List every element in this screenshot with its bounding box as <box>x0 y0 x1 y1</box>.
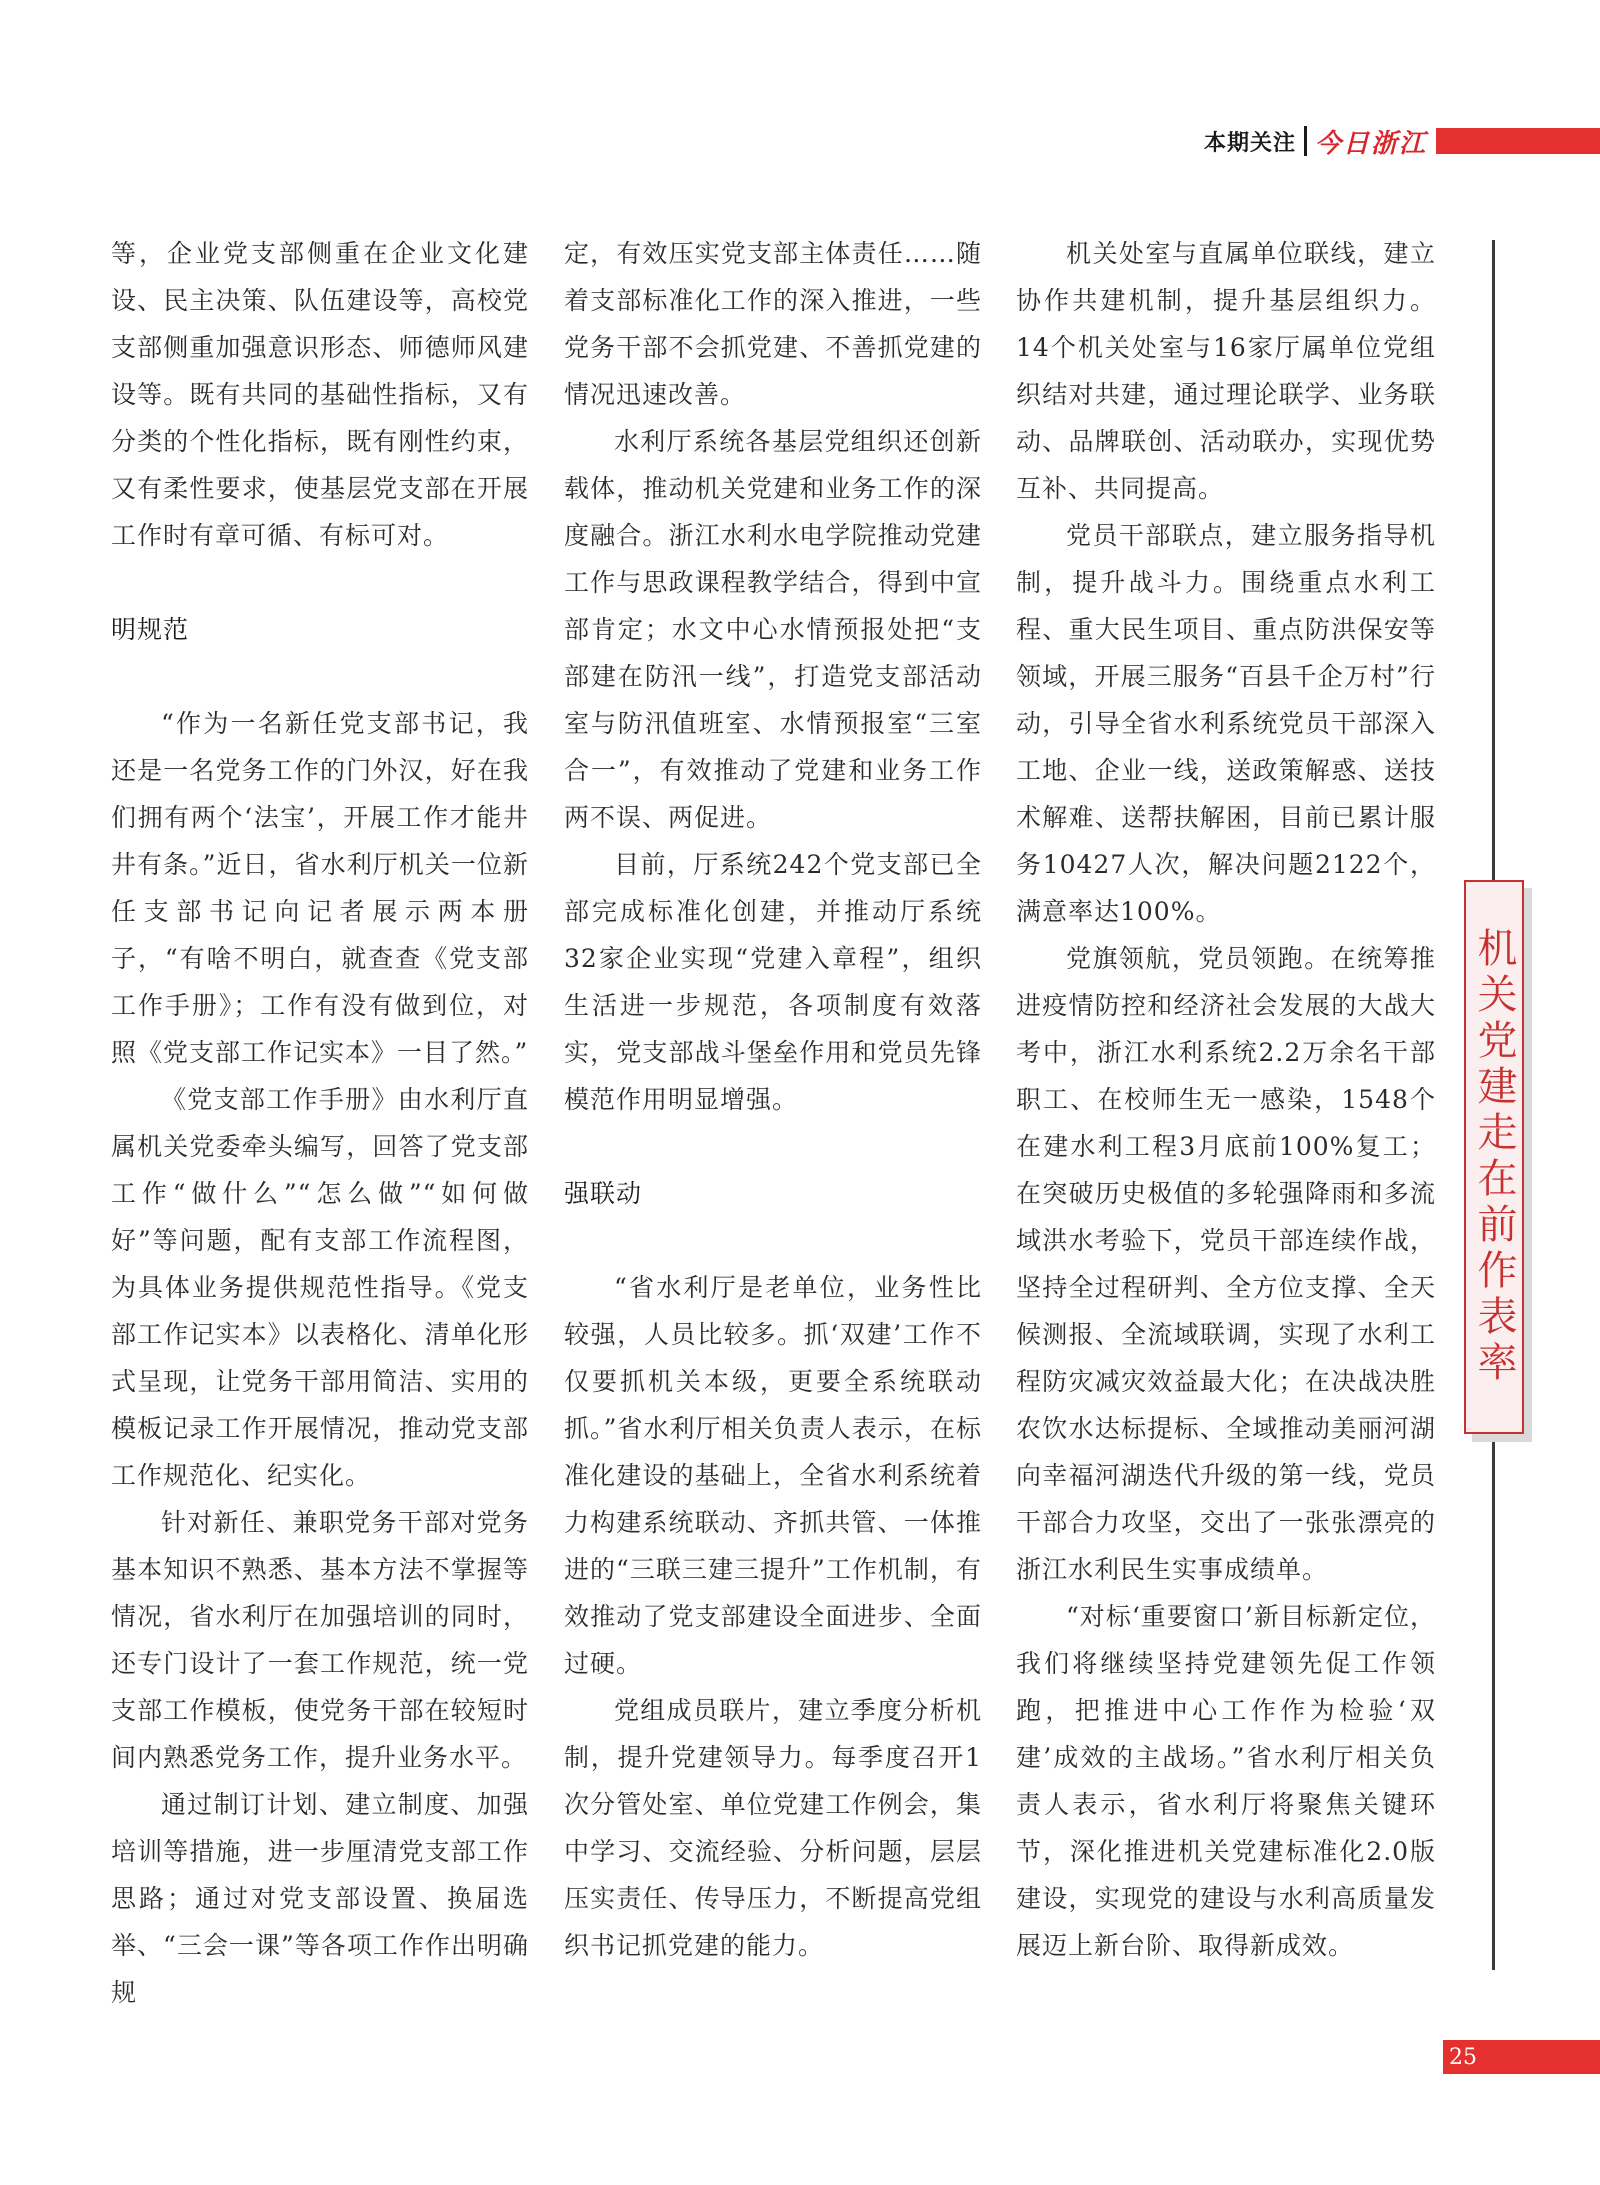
paragraph: 目前，厅系统242个党支部已全部完成标准化创建，并推动厅系统32家企业实现“党建入章程”，组织生活进一步规范，各项制度有效落实，党支部战斗堡垒作用和党员先锋模范作用明显增强。 <box>564 850 982 1114</box>
header-divider <box>1304 126 1307 156</box>
page-number-bar <box>1443 2040 1600 2074</box>
paragraph: 党组成员联片，建立季度分析机制，提升党建领导力。每季度召开1次分管处室、单位党建工作例会，集中学习、交流经验、分析问题，层层压实责任、传导压力，不断提高党组织书记抓党建的能力。 <box>564 1696 982 1960</box>
article-column-2 <box>564 230 982 1969</box>
paragraph: 定，有效压实党支部主体责任……随着支部标准化工作的深入推进，一些党务干部不会抓党建、不善抓党建的情况迅速改善。 <box>564 239 982 409</box>
paragraph: 等，企业党支部侧重在企业文化建设、民主决策、队伍建设等，高校党支部侧重加强意识形态、师德师风建设等。既有共同的基础性指标，又有分类的个性化指标，既有刚性约束，又有柔性要求，使基层党支部在开展工作时有章可循、有标可对。 <box>111 239 529 550</box>
paragraph: “作为一名新任党支部书记，我还是一名党务工作的门外汉，好在我们拥有两个‘法宝’，开展工作才能井井有条。”近日，省水利厅机关一位新任支部书记向记者展示两本册子，“有啥不明白，就查查《党支部工作手册》；工作有没有做到位，对照《党支部工作记实本》一目了然。” <box>111 709 529 1067</box>
section-heading: 强联动 <box>564 1179 643 1208</box>
section-label: 本期关注 <box>1204 130 1297 156</box>
article-column-1 <box>111 230 529 2016</box>
paragraph: 水利厅系统各基层党组织还创新载体，推动机关党建和业务工作的深度融合。浙江水利水电学院推动党建工作与思政课程教学结合，得到中宣部肯定；水文中心水情预报处把“支部建在防汛一线”，打造党支部活动室与防汛值班室、水情预报室“三室合一”，有效推动了党建和业务工作两不误、两促进。 <box>564 427 982 832</box>
paragraph: “省水利厅是老单位，业务性比较强，人员比较多。抓‘双建’工作不仅要抓机关本级，更要全系统联动抓。”省水利厅相关负责人表示，在标准化建设的基础上，全省水利系统着力构建系统联动、齐抓共管、一体推进的“三联三建三提升”工作机制，有效推动了党支部建设全面进步、全面过硬。 <box>564 1273 982 1678</box>
section-heading: 明规范 <box>111 615 190 644</box>
magazine-logo: 今日浙江 <box>1315 128 1428 159</box>
page-number: 25 <box>1449 2044 1477 2070</box>
paragraph: 党旗领航，党员领跑。在统筹推进疫情防控和经济社会发展的大战大考中，浙江水利系统2.2万余名干部职工、在校师生无一感染，1548个在建水利工程3月底前100%复工；在突破历史极值的多轮强降雨和多流域洪水考验下，党员干部连续作战，坚持全过程研判、全方位支撑、全天候测报、全流域联调，实现了水利工程防灾减灾效益最大化；在决战决胜农饮水达标提标、全域推动美丽河湖向幸福河湖迭代升级的第一线，党员干部合力攻坚，交出了一张张漂亮的浙江水利民生实事成绩单。 <box>1016 944 1436 1584</box>
article-column-3 <box>1016 230 1436 1969</box>
paragraph: 通过制订计划、建立制度、加强培训等措施，进一步厘清党支部工作思路；通过对党支部设置、换届选举、“三会一课”等各项工作作出明确规 <box>111 1790 529 2007</box>
column-title-sidebar <box>1464 880 1524 1434</box>
page-header <box>1204 122 1600 160</box>
paragraph: 针对新任、兼职党务干部对党务基本知识不熟悉、基本方法不掌握等情况，省水利厅在加强培训的同时，还专门设计了一套工作规范，统一党支部工作模板，使党务干部在较短时间内熟悉党务工作，提升业务水平。 <box>111 1508 529 1772</box>
header-red-bar <box>1436 128 1600 154</box>
paragraph: 党员干部联点，建立服务指导机制，提升战斗力。围绕重点水利工程、重大民生项目、重点防洪保安等领域，开展三服务“百县千企万村”行动，引导全省水利系统党员干部深入工地、企业一线，送政策解惑、送技术解难、送帮扶解困，目前已累计服务10427人次，解决问题2122个，满意率达100%。 <box>1016 521 1436 926</box>
paragraph: 机关处室与直属单位联线，建立协作共建机制，提升基层组织力。14个机关处室与16家厅属单位党组织结对共建，通过理论联学、业务联动、品牌联创、活动联办，实现优势互补、共同提高。 <box>1016 239 1436 503</box>
paragraph: “对标‘重要窗口’新目标新定位，我们将继续坚持党建领先促工作领跑，把推进中心工作作为检验‘双建’成效的主战场。”省水利厅相关负责人表示，省水利厅将聚焦关键环节，深化推进机关党建标准化2.0版建设，实现党的建设与水利高质量发展迈上新台阶、取得新成效。 <box>1016 1602 1436 1960</box>
column-title: 机关党建走在前作表率 <box>1471 927 1517 1387</box>
paragraph: 《党支部工作手册》由水利厅直属机关党委牵头编写，回答了党支部工作“做什么”“怎么做”“如何做好”等问题，配有支部工作流程图，为具体业务提供规范性指导。《党支部工作记实本》以表格化、清单化形式呈现，让党务干部用简洁、实用的模板记录工作开展情况，推动党支部工作规范化、纪实化。 <box>111 1085 529 1490</box>
